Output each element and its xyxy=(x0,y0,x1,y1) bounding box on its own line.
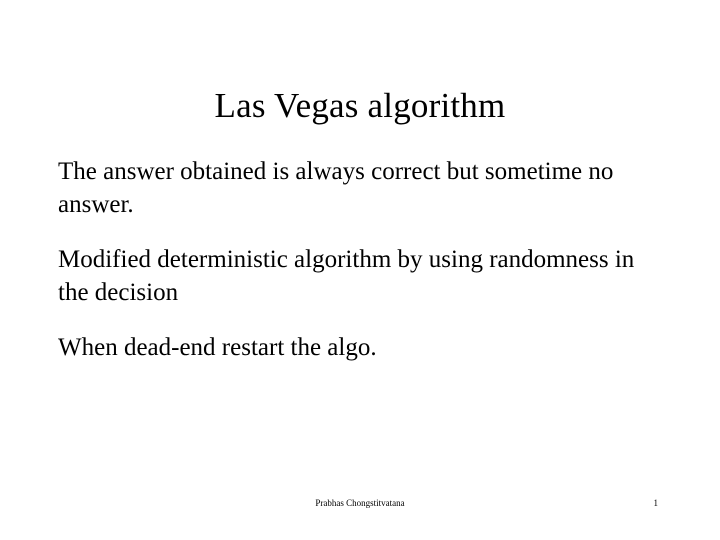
body-paragraph-2: Modified deterministic algorithm by using randomness in the decision xyxy=(58,246,635,306)
page-title: Las Vegas algorithm xyxy=(214,86,506,126)
slide-body xyxy=(58,155,658,364)
footer-author: Prabhas Chongstitvatana xyxy=(315,498,405,508)
footer-page-number: 1 xyxy=(653,498,658,508)
body-paragraph-3: When dead-end restart the algo. xyxy=(58,334,377,361)
body-paragraph-1: The answer obtained is always correct but sometime no answer. xyxy=(58,158,614,218)
